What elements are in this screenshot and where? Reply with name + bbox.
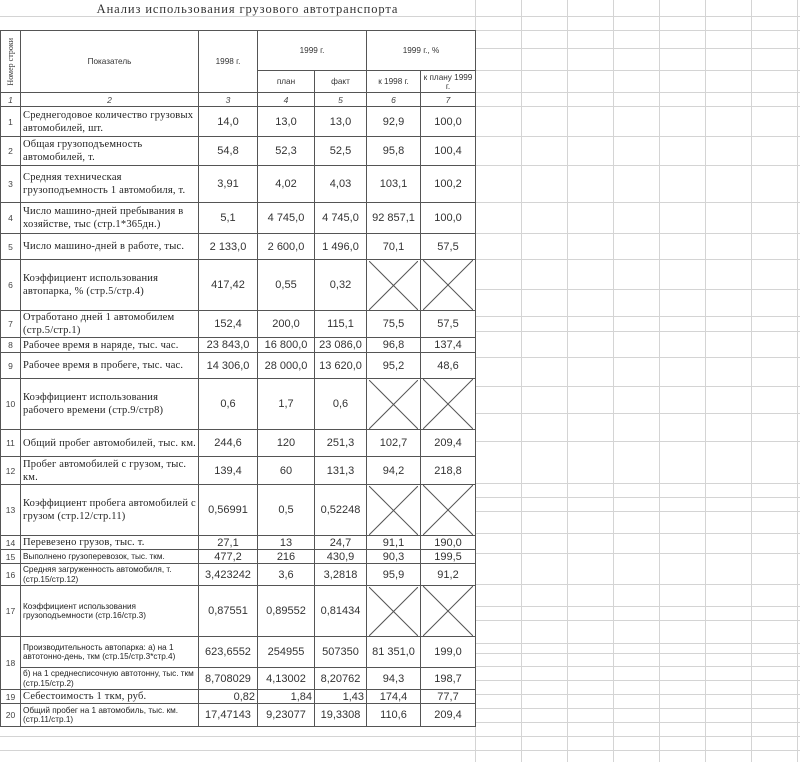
grid-column-line — [567, 0, 568, 762]
value-cell-fact[interactable]: 251,3 — [315, 430, 367, 457]
indicator-label-cell[interactable]: Коэффициент использования рабочего времени (стр.9/стр8) — [21, 379, 199, 430]
value-cell-1998[interactable]: 152,4 — [199, 311, 258, 338]
value-cell-fact[interactable]: 0,32 — [315, 260, 367, 311]
row-number-cell[interactable]: 8 — [1, 338, 21, 353]
year-1999-header[interactable]: 1999 г. — [258, 31, 367, 71]
value-cell-fact[interactable]: 19,3308 — [315, 704, 367, 727]
value-cell-vs-1998[interactable]: 94,2 — [367, 457, 421, 485]
value-cell-1998[interactable]: 8,708029 — [199, 668, 258, 690]
value-cell-fact[interactable]: 13 620,0 — [315, 353, 367, 379]
value-cell-vs-plan[interactable]: 100,0 — [421, 107, 476, 137]
row-number-cell[interactable]: 11 — [1, 430, 21, 457]
cross-mark-icon — [423, 586, 473, 636]
crossed-out-cell-vs-1998[interactable] — [367, 586, 421, 637]
crossed-out-cell-vs-plan[interactable] — [421, 260, 476, 311]
value-cell-plan[interactable]: 0,55 — [258, 260, 315, 311]
value-cell-1998[interactable]: 17,47143 — [199, 704, 258, 727]
value-cell-vs-plan[interactable]: 209,4 — [421, 704, 476, 727]
value-cell-vs-1998[interactable]: 103,1 — [367, 166, 421, 203]
value-cell-fact[interactable]: 4,03 — [315, 166, 367, 203]
value-cell-fact[interactable]: 52,5 — [315, 137, 367, 166]
indicator-label-cell[interactable]: Пробег автомобилей с грузом, тыс. км. — [21, 457, 199, 485]
cross-mark-icon — [369, 486, 418, 535]
value-cell-fact[interactable]: 1 496,0 — [315, 234, 367, 260]
value-cell-vs-plan[interactable]: 100,4 — [421, 137, 476, 166]
row-number-cell[interactable]: 13 — [1, 485, 21, 536]
table-row — [1, 668, 476, 690]
row-number-cell[interactable]: 9 — [1, 353, 21, 379]
grid-row-line — [0, 736, 800, 737]
table-row — [1, 137, 476, 166]
value-cell-plan[interactable]: 13,0 — [258, 107, 315, 137]
grid-column-line — [751, 0, 752, 762]
value-cell-fact[interactable]: 430,9 — [315, 550, 367, 564]
grid-column-line — [613, 0, 614, 762]
indicator-label-cell[interactable]: Отработано дней 1 автомобилем (стр.5/стр.1) — [21, 311, 199, 338]
cross-mark-icon — [369, 261, 418, 310]
row-number-cell[interactable]: 19 — [1, 690, 21, 704]
cross-mark-icon — [423, 485, 473, 535]
value-cell-plan[interactable]: 1,7 — [258, 379, 315, 430]
value-cell-1998[interactable]: 477,2 — [199, 550, 258, 564]
row-number-cell[interactable]: 18 — [1, 637, 21, 690]
indicator-label-cell[interactable]: Число машино-дней в работе, тыс. — [21, 234, 199, 260]
indicator-label-cell[interactable]: Среднегодовое количество грузовых автомобилей, шт. — [21, 107, 199, 137]
table-row — [1, 166, 476, 203]
value-cell-vs-plan[interactable]: 199,5 — [421, 550, 476, 564]
value-cell-fact[interactable]: 24,7 — [315, 536, 367, 550]
crossed-out-cell-vs-1998[interactable] — [367, 379, 421, 430]
value-cell-1998[interactable]: 623,6552 — [199, 637, 258, 668]
value-cell-1998[interactable]: 3,423242 — [199, 564, 258, 586]
fact-subheader[interactable]: факт — [315, 71, 367, 93]
grid-column-line — [659, 0, 660, 762]
value-cell-plan[interactable]: 120 — [258, 430, 315, 457]
value-cell-plan[interactable]: 254955 — [258, 637, 315, 668]
row-number-cell[interactable]: 10 — [1, 379, 21, 430]
value-cell-plan[interactable]: 2 600,0 — [258, 234, 315, 260]
row-number-header[interactable] — [1, 31, 21, 93]
row-number-cell[interactable]: 15 — [1, 550, 21, 564]
value-cell-vs-plan[interactable]: 48,6 — [421, 353, 476, 379]
value-cell-vs-1998[interactable]: 96,8 — [367, 338, 421, 353]
indicator-label-cell[interactable]: Перевезено грузов, тыс. т. — [21, 536, 199, 550]
value-cell-vs-1998[interactable]: 81 351,0 — [367, 637, 421, 668]
column-number[interactable]: 2 — [21, 93, 199, 107]
cross-mark-icon — [423, 379, 473, 429]
value-cell-vs-plan[interactable]: 137,4 — [421, 338, 476, 353]
indicator-label-cell[interactable]: Средняя техническая грузоподъемность 1 автомобиля, т. — [21, 166, 199, 203]
value-cell-fact[interactable]: 3,2818 — [315, 564, 367, 586]
row-number-cell[interactable]: 4 — [1, 203, 21, 234]
value-cell-fact[interactable]: 131,3 — [315, 457, 367, 485]
value-cell-plan[interactable]: 4 745,0 — [258, 203, 315, 234]
grid-row-line — [0, 750, 800, 751]
value-cell-vs-1998[interactable]: 95,2 — [367, 353, 421, 379]
plan-subheader[interactable]: план — [258, 71, 315, 93]
vs-plan-subheader[interactable]: к плану 1999 г. — [421, 71, 476, 93]
grid-column-line — [521, 0, 522, 762]
value-cell-1998[interactable]: 27,1 — [199, 536, 258, 550]
crossed-out-cell-vs-plan[interactable] — [421, 485, 476, 536]
value-cell-plan[interactable]: 0,89552 — [258, 586, 315, 637]
value-cell-vs-plan[interactable]: 100,0 — [421, 203, 476, 234]
table-row — [1, 379, 476, 430]
indicator-label-cell[interactable]: Выполнено грузоперевозок, тыс. ткм. — [21, 550, 199, 564]
indicator-label-cell[interactable]: Рабочее время в пробеге, тыс. час. — [21, 353, 199, 379]
table-row — [1, 107, 476, 137]
value-cell-vs-1998[interactable]: 110,6 — [367, 704, 421, 727]
value-cell-fact[interactable]: 507350 — [315, 637, 367, 668]
value-cell-vs-1998[interactable]: 102,7 — [367, 430, 421, 457]
transport-analysis-table — [0, 30, 476, 727]
table-row — [1, 586, 476, 637]
indicator-label-cell[interactable]: Рабочее время в наряде, тыс. час. — [21, 338, 199, 353]
grid-column-line — [705, 0, 706, 762]
value-cell-vs-1998[interactable]: 94,3 — [367, 668, 421, 690]
row-number-cell[interactable]: 7 — [1, 311, 21, 338]
indicator-header[interactable]: Показатель — [21, 31, 199, 93]
value-cell-vs-plan[interactable]: 218,8 — [421, 457, 476, 485]
header-row — [1, 31, 476, 71]
value-cell-plan[interactable]: 4,02 — [258, 166, 315, 203]
value-cell-vs-1998[interactable]: 92,9 — [367, 107, 421, 137]
column-number-row — [1, 93, 476, 107]
value-cell-vs-1998[interactable]: 92 857,1 — [367, 203, 421, 234]
grid-column-line — [797, 0, 798, 762]
value-cell-1998[interactable]: 417,42 — [199, 260, 258, 311]
value-cell-1998[interactable]: 0,82 — [199, 690, 258, 704]
row-number-cell[interactable]: 3 — [1, 166, 21, 203]
cross-mark-icon — [369, 380, 418, 429]
indicator-label-cell[interactable]: Коэффициент пробега автомобилей с грузом (стр.12/стр.11) — [21, 485, 199, 536]
crossed-out-cell-vs-1998[interactable] — [367, 485, 421, 536]
cross-mark-icon — [369, 587, 418, 636]
value-cell-vs-plan[interactable]: 198,7 — [421, 668, 476, 690]
column-number[interactable]: 5 — [315, 93, 367, 107]
crossed-out-cell-vs-plan[interactable] — [421, 586, 476, 637]
value-cell-fact[interactable]: 0,6 — [315, 379, 367, 430]
table-row — [1, 536, 476, 550]
row-number-cell[interactable]: 16 — [1, 564, 21, 586]
value-cell-1998[interactable]: 139,4 — [199, 457, 258, 485]
row-number-cell[interactable]: 20 — [1, 704, 21, 727]
indicator-label-cell[interactable]: Коэффициент использования автопарка, % (стр.5/стр.4) — [21, 260, 199, 311]
table-row — [1, 564, 476, 586]
table-row — [1, 704, 476, 727]
value-cell-vs-1998[interactable]: 75,5 — [367, 311, 421, 338]
column-number[interactable]: 7 — [421, 93, 476, 107]
value-cell-plan[interactable]: 16 800,0 — [258, 338, 315, 353]
value-cell-vs-plan[interactable]: 100,2 — [421, 166, 476, 203]
value-cell-fact[interactable]: 115,1 — [315, 311, 367, 338]
value-cell-vs-1998[interactable]: 70,1 — [367, 234, 421, 260]
value-cell-vs-1998[interactable]: 95,8 — [367, 137, 421, 166]
table-row — [1, 338, 476, 353]
value-cell-1998[interactable]: 0,87551 — [199, 586, 258, 637]
indicator-label-cell[interactable]: Себестоимость 1 ткм, руб. — [21, 690, 199, 704]
table-row — [1, 430, 476, 457]
value-cell-plan[interactable]: 4,13002 — [258, 668, 315, 690]
table-row — [1, 637, 476, 668]
value-cell-1998[interactable]: 2 133,0 — [199, 234, 258, 260]
value-cell-fact[interactable]: 1,43 — [315, 690, 367, 704]
value-cell-1998[interactable]: 5,1 — [199, 203, 258, 234]
crossed-out-cell-vs-plan[interactable] — [421, 379, 476, 430]
value-cell-vs-plan[interactable]: 57,5 — [421, 311, 476, 338]
table-row — [1, 690, 476, 704]
indicator-label-cell[interactable]: Общий пробег автомобилей, тыс. км. — [21, 430, 199, 457]
row-number-cell[interactable]: 17 — [1, 586, 21, 637]
value-cell-vs-plan[interactable]: 190,0 — [421, 536, 476, 550]
value-cell-1998[interactable]: 54,8 — [199, 137, 258, 166]
indicator-label-cell[interactable]: Число машино-дней пребывания в хозяйстве, тыс (стр.1*365дн.) — [21, 203, 199, 234]
value-cell-plan[interactable]: 60 — [258, 457, 315, 485]
indicator-label-cell[interactable]: Средняя загруженность автомобиля, т. (стр.15/стр.12) — [21, 564, 199, 586]
indicator-label-cell[interactable]: Коэффициент использования грузоподъемности (стр.16/стр.3) — [21, 586, 199, 637]
value-cell-1998[interactable]: 14 306,0 — [199, 353, 258, 379]
column-number[interactable]: 6 — [367, 93, 421, 107]
value-cell-fact[interactable]: 23 086,0 — [315, 338, 367, 353]
value-cell-1998[interactable]: 23 843,0 — [199, 338, 258, 353]
value-cell-vs-1998[interactable]: 90,3 — [367, 550, 421, 564]
value-cell-fact[interactable]: 8,20762 — [315, 668, 367, 690]
column-number[interactable]: 3 — [199, 93, 258, 107]
row-number-header-label: Номер строки — [6, 37, 15, 86]
value-cell-1998[interactable]: 3,91 — [199, 166, 258, 203]
vs-1998-subheader[interactable]: к 1998 г. — [367, 71, 421, 93]
table-row — [1, 353, 476, 379]
row-number-cell[interactable]: 2 — [1, 137, 21, 166]
table-row — [1, 203, 476, 234]
table-row — [1, 457, 476, 485]
value-cell-vs-1998[interactable]: 91,1 — [367, 536, 421, 550]
table-row — [1, 234, 476, 260]
value-cell-plan[interactable]: 200,0 — [258, 311, 315, 338]
value-cell-vs-plan[interactable]: 77,7 — [421, 690, 476, 704]
value-cell-fact[interactable]: 0,52248 — [315, 485, 367, 536]
crossed-out-cell-vs-1998[interactable] — [367, 260, 421, 311]
column-number[interactable]: 1 — [1, 93, 21, 107]
value-cell-1998[interactable]: 244,6 — [199, 430, 258, 457]
value-cell-vs-1998[interactable]: 95,9 — [367, 564, 421, 586]
value-cell-vs-1998[interactable]: 174,4 — [367, 690, 421, 704]
value-cell-plan[interactable]: 1,84 — [258, 690, 315, 704]
year-1999-percent-header[interactable]: 1999 г., % — [367, 31, 476, 71]
value-cell-plan[interactable]: 28 000,0 — [258, 353, 315, 379]
column-number[interactable]: 4 — [258, 93, 315, 107]
indicator-label-cell[interactable]: Производительность автопарка: а) на 1 автотонно-день, ткм (стр.15/стр.3*стр.4) — [21, 637, 199, 668]
table-row — [1, 550, 476, 564]
value-cell-plan[interactable]: 216 — [258, 550, 315, 564]
indicator-label-cell[interactable]: Общий пробег на 1 автомобиль, тыс. км. (стр.11/стр.1) — [21, 704, 199, 727]
row-number-cell[interactable]: 12 — [1, 457, 21, 485]
value-cell-plan[interactable]: 52,3 — [258, 137, 315, 166]
row-number-cell[interactable]: 6 — [1, 260, 21, 311]
value-cell-fact[interactable]: 4 745,0 — [315, 203, 367, 234]
value-cell-vs-plan[interactable]: 57,5 — [421, 234, 476, 260]
indicator-label-cell[interactable]: б) на 1 среднесписочную автотонну, тыс. ткм (стр.15/стр.2) — [21, 668, 199, 690]
value-cell-1998[interactable]: 14,0 — [199, 107, 258, 137]
row-number-cell[interactable]: 14 — [1, 536, 21, 550]
value-cell-1998[interactable]: 0,6 — [199, 379, 258, 430]
value-cell-fact[interactable]: 0,81434 — [315, 586, 367, 637]
cross-mark-icon — [423, 260, 473, 310]
value-cell-plan[interactable]: 13 — [258, 536, 315, 550]
value-cell-1998[interactable]: 0,56991 — [199, 485, 258, 536]
value-cell-plan[interactable]: 0,5 — [258, 485, 315, 536]
row-number-cell[interactable]: 5 — [1, 234, 21, 260]
value-cell-plan[interactable]: 3,6 — [258, 564, 315, 586]
value-cell-fact[interactable]: 13,0 — [315, 107, 367, 137]
value-cell-vs-plan[interactable]: 199,0 — [421, 637, 476, 668]
table-row — [1, 311, 476, 338]
year-1998-header[interactable]: 1998 г. — [199, 31, 258, 93]
value-cell-plan[interactable]: 9,23077 — [258, 704, 315, 727]
table-row — [1, 485, 476, 536]
sheet-title: Анализ использования грузового автотранспорта — [96, 2, 399, 16]
indicator-label-cell[interactable]: Общая грузоподъемность автомобилей, т. — [21, 137, 199, 166]
value-cell-vs-plan[interactable]: 91,2 — [421, 564, 476, 586]
table-row — [1, 260, 476, 311]
row-number-cell[interactable]: 1 — [1, 107, 21, 137]
value-cell-vs-plan[interactable]: 209,4 — [421, 430, 476, 457]
